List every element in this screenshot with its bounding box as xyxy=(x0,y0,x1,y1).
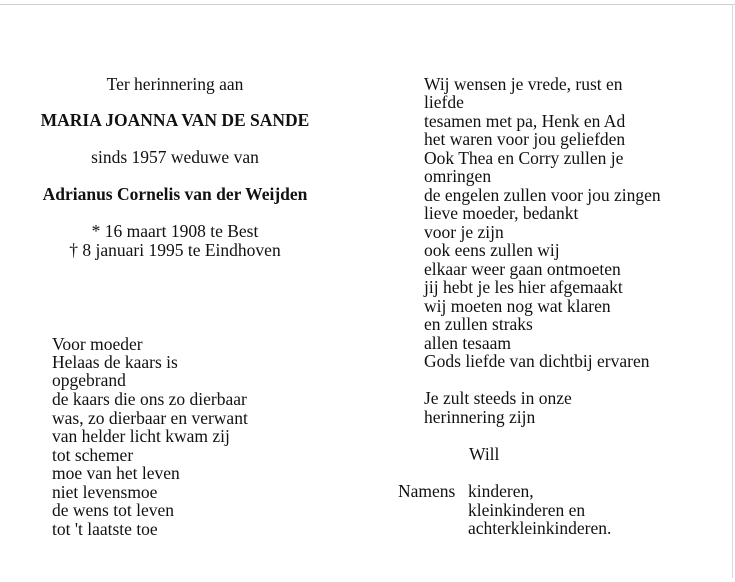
left-poem-line: moe van het leven xyxy=(52,463,180,483)
right-poem-line: Gods liefde van dichtbij ervaren xyxy=(424,351,650,371)
left-poem-line: niet levensmoe xyxy=(52,482,158,502)
birth-line: * 16 maart 1908 te Best xyxy=(91,221,259,241)
right-poem-line: liefde xyxy=(424,92,464,112)
left-poem-line: tot schemer xyxy=(52,445,134,465)
right-poem-line: en zullen straks xyxy=(424,314,533,334)
right-poem-line: tesamen met pa, Henk en Ad xyxy=(424,111,626,131)
right-poem-line: allen tesaam xyxy=(424,333,511,353)
right-poem-line: ook eens zullen wij xyxy=(424,240,560,260)
right-poem-line: Wij wensen je vrede, rust en xyxy=(424,74,623,94)
right-poem-line: voor je zijn xyxy=(424,222,504,242)
closing-line: herinnering zijn xyxy=(424,407,536,427)
right-poem-line: het waren voor jou geliefden xyxy=(424,129,626,149)
left-poem-line: Helaas de kaars is xyxy=(52,352,178,372)
deceased-name: MARIA JOANNA VAN DE SANDE xyxy=(40,110,310,130)
widow-since-line: sinds 1957 weduwe van xyxy=(91,147,259,167)
right-poem-line: jij hebt je les hier afgemaakt xyxy=(424,277,623,297)
signature: Will xyxy=(469,444,500,464)
left-poem-line: Voor moeder xyxy=(52,334,143,354)
left-poem-line: de kaars die ons zo dierbaar xyxy=(52,389,247,409)
intro-line: Ter herinnering aan xyxy=(106,74,244,94)
right-poem-line: Ook Thea en Corry zullen je xyxy=(424,148,624,168)
left-poem-line: van helder licht kwam zij xyxy=(52,426,230,446)
death-line: † 8 januari 1995 te Eindhoven xyxy=(69,240,281,260)
namens-line: achterkleinkinderen. xyxy=(468,518,612,538)
namens-label: Namens xyxy=(398,481,456,501)
right-poem-line: elkaar weer gaan ontmoeten xyxy=(424,259,621,279)
card-edge-right xyxy=(732,4,733,578)
left-poem-line: opgebrand xyxy=(52,370,126,390)
namens-line: kinderen, xyxy=(468,481,534,501)
right-poem-line: de engelen zullen voor jou zingen xyxy=(424,185,661,205)
right-poem-line: lieve moeder, bedankt xyxy=(424,203,579,223)
card-edge-top xyxy=(0,4,735,5)
left-poem-line: was, zo dierbaar en verwant xyxy=(52,408,248,428)
left-poem-line: tot 't laatste toe xyxy=(52,519,158,539)
right-poem-line: wij moeten nog wat klaren xyxy=(424,296,611,316)
closing-line: Je zult steeds in onze xyxy=(424,388,572,408)
spouse-name: Adrianus Cornelis van der Weijden xyxy=(42,184,308,204)
namens-line: kleinkinderen en xyxy=(468,500,586,520)
left-poem-line: de wens tot leven xyxy=(52,500,174,520)
right-poem-line: omringen xyxy=(424,166,492,186)
